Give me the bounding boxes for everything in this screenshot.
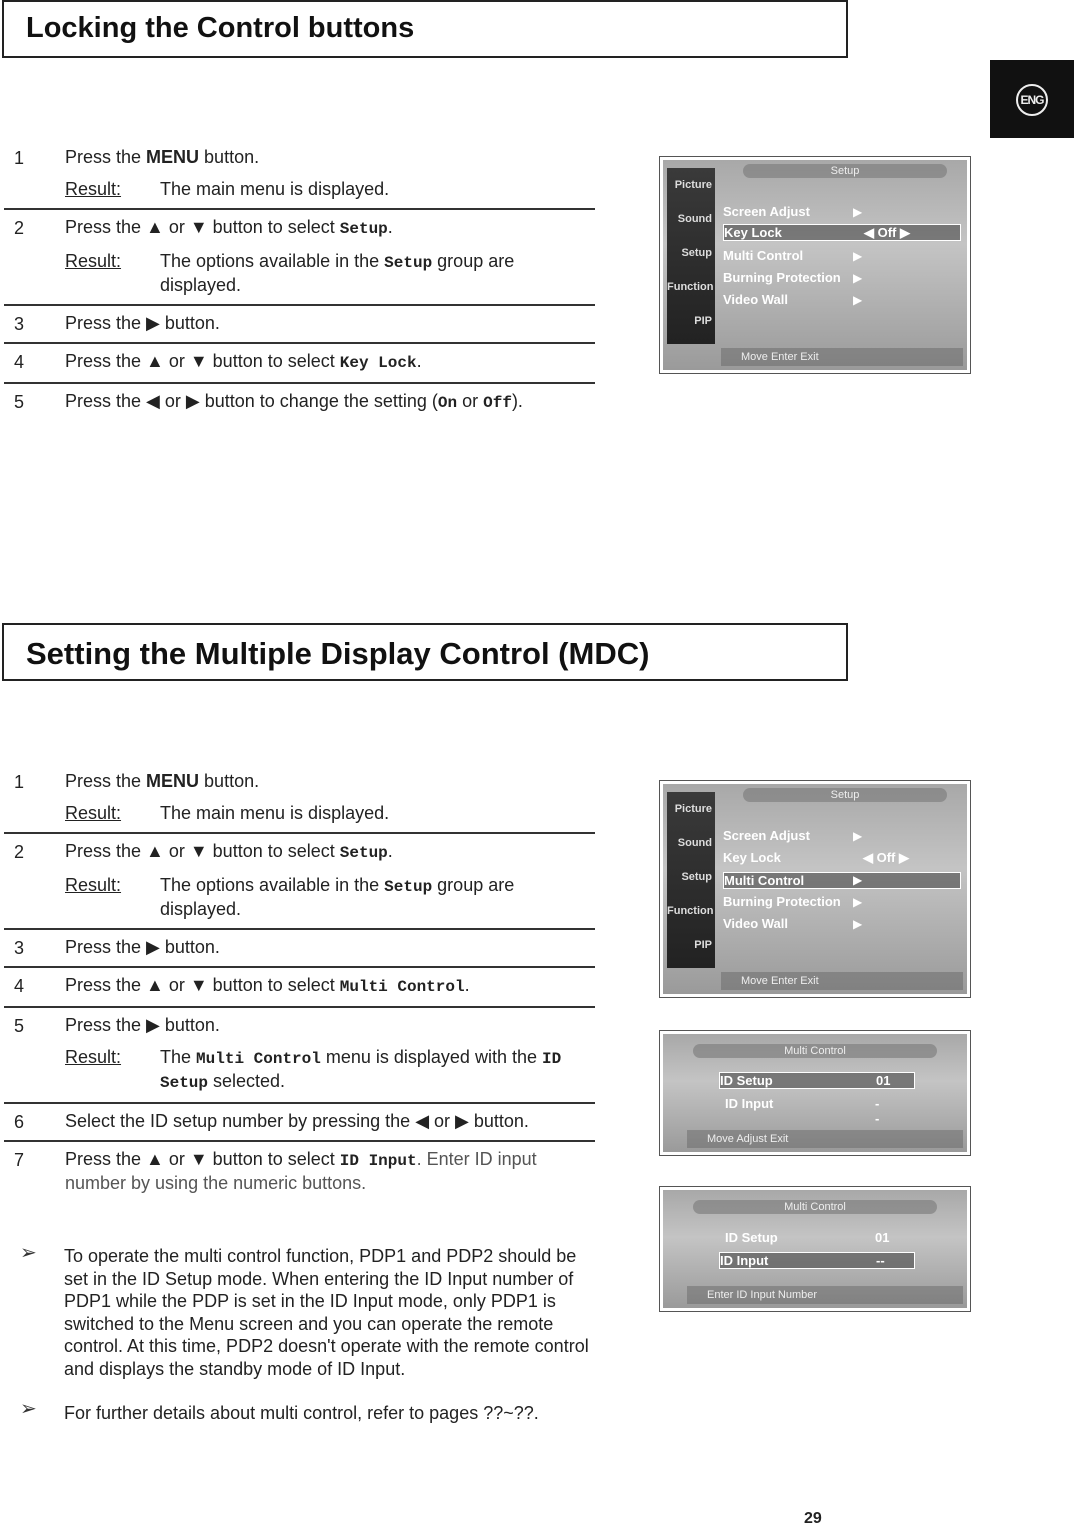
arrow-right-icon: ▶ xyxy=(853,205,863,219)
osd-bottom-bar: Move Adjust Exit xyxy=(687,1130,963,1148)
osd-item-id-input: ID Input -- xyxy=(725,1096,880,1126)
osd-item-screen-adjust: Screen Adjust xyxy=(723,828,810,843)
osd-item-id-input: ID Input -- xyxy=(719,1252,915,1269)
step-number: 1 xyxy=(14,772,25,792)
osd-sidebar-sound: Sound xyxy=(677,213,712,225)
osd-item-burning-protection: Burning Protection xyxy=(723,270,841,285)
osd-sidebar-pip: PIP xyxy=(694,939,712,951)
osd-sidebar-picture: Picture xyxy=(674,803,712,815)
section-title-locking: Locking the Control buttons xyxy=(26,12,415,44)
osd-item-id-setup: ID Setup 01 xyxy=(725,1230,890,1245)
step-text: Press the ▶ button. xyxy=(65,937,220,957)
osd-item-multi-control: Multi Control xyxy=(723,248,804,263)
osd-sidebar-setup: Setup xyxy=(681,871,712,883)
eng-badge: ENG xyxy=(1016,84,1048,116)
language-tab xyxy=(990,60,1074,138)
step-text: Press the MENU button. xyxy=(65,771,260,791)
step-4 xyxy=(4,968,595,1008)
step-text: Press the ▶ button. xyxy=(65,1015,220,1035)
osd-sidebar-setup: Setup xyxy=(681,247,712,259)
step-number: 1 xyxy=(14,148,25,168)
note-arrow-icon: ➢ xyxy=(20,1242,37,1264)
note-arrow-icon: ➢ xyxy=(20,1398,37,1420)
step-3 xyxy=(4,306,595,344)
osd-item-key-lock: Key Lock ◀ Off ▶ xyxy=(723,850,909,865)
step-text: Press the ▲ or ▼ button to select ID Input. Enter ID input number by using the numeric buttons. xyxy=(65,1149,537,1193)
arrow-right-icon: ▶ xyxy=(853,249,863,263)
osd-screen-setup-multicontrol xyxy=(659,780,971,998)
osd-bottom-bar: Move Enter Exit xyxy=(721,972,963,990)
step-text: Press the ▶ button. xyxy=(65,313,220,333)
step-number: 5 xyxy=(14,392,25,412)
osd-screen-setup-keylock xyxy=(659,156,971,374)
osd-bottom-bar: Enter ID Input Number xyxy=(687,1286,963,1304)
osd-menu-title: Multi Control xyxy=(693,1044,937,1058)
osd-sidebar-pip: PIP xyxy=(694,315,712,327)
step-3 xyxy=(4,930,595,968)
osd-item-id-setup: ID Setup 01 xyxy=(719,1072,915,1089)
arrow-right-icon: ▶ xyxy=(853,293,863,307)
osd-item-multi-control: Multi Control xyxy=(723,872,961,889)
step-result: Result: The main menu is displayed. xyxy=(65,803,390,823)
osd-menu-title: Multi Control xyxy=(693,1200,937,1214)
arrow-right-icon: ▶ xyxy=(853,271,863,285)
step-text: Press the ▲ or ▼ button to select Setup. xyxy=(65,841,393,862)
osd-sidebar xyxy=(667,168,715,344)
osd-sidebar-sound: Sound xyxy=(677,837,712,849)
osd-screen-multicontrol-idinput xyxy=(659,1186,971,1312)
osd-menu-title: Setup xyxy=(743,164,947,178)
step-number: 3 xyxy=(14,938,25,958)
arrow-right-icon: ▶ xyxy=(853,917,863,931)
step-result: Result: The Multi Control menu is displayed with the ID Setup selected. xyxy=(65,1047,562,1092)
step-6 xyxy=(4,1104,595,1142)
step-result: Result: The options available in the Setup group are displayed. xyxy=(65,875,515,919)
step-text: Press the MENU button. xyxy=(65,147,260,167)
step-text: Select the ID setup number by pressing the ◀ or ▶ button. xyxy=(65,1111,529,1131)
step-number: 4 xyxy=(14,352,25,372)
osd-sidebar-function: Function xyxy=(667,905,714,917)
arrow-right-icon: ▶ xyxy=(853,895,863,909)
step-5 xyxy=(4,384,595,422)
step-text: Press the ◀ or ▶ button to change the setting (On or Off). xyxy=(65,391,523,412)
step-number: 5 xyxy=(14,1016,25,1036)
osd-menu-title: Setup xyxy=(743,788,947,802)
steps-list-mdc xyxy=(4,764,595,1202)
osd-item-key-lock: Key Lock ◀ Off ▶ xyxy=(723,224,961,241)
step-number: 2 xyxy=(14,218,25,238)
step-number: 3 xyxy=(14,314,25,334)
arrow-right-icon: ▶ xyxy=(853,829,863,843)
step-1 xyxy=(4,140,595,210)
osd-bottom-bar: Move Enter Exit xyxy=(721,348,963,366)
step-2 xyxy=(4,210,595,306)
step-5 xyxy=(4,1008,595,1104)
section-title-box-locking xyxy=(2,0,848,58)
step-7 xyxy=(4,1142,595,1202)
step-text: Press the ▲ or ▼ button to select Multi Control. xyxy=(65,975,470,996)
section-title-mdc: Setting the Multiple Display Control (MDC) xyxy=(26,636,650,671)
step-text: Press the ▲ or ▼ button to select Setup. xyxy=(65,217,393,238)
step-number: 6 xyxy=(14,1112,25,1132)
osd-item-screen-adjust: Screen Adjust xyxy=(723,204,810,219)
step-number: 7 xyxy=(14,1150,25,1170)
note-multi-control: To operate the multi control function, PDP1 and PDP2 should be set in the ID Setup mode. When entering the ID Input number of PDP1 while the PDP is set in the ID Input mode, only PDP1 is switched to the Menu screen and you can operate the remote control. At this time, PDP2 doesn't operate with the remote control and displays the standby mode of ID Input. xyxy=(64,1246,589,1379)
step-1 xyxy=(4,764,595,834)
step-number: 4 xyxy=(14,976,25,996)
osd-item-video-wall: Video Wall xyxy=(723,292,789,307)
step-text: Press the ▲ or ▼ button to select Key Lock. xyxy=(65,351,422,372)
osd-sidebar-function: Function xyxy=(667,281,714,293)
osd-item-video-wall: Video Wall xyxy=(723,916,789,931)
osd-sidebar xyxy=(667,792,715,968)
section-title-box-mdc xyxy=(2,623,848,681)
arrow-right-icon: ▶ xyxy=(853,873,863,887)
steps-list-locking xyxy=(4,140,595,422)
step-result: Result: The main menu is displayed. xyxy=(65,179,390,199)
osd-screen-multicontrol-idsetup xyxy=(659,1030,971,1156)
step-4 xyxy=(4,344,595,384)
note-further-details: For further details about multi control, refer to pages ??~??. xyxy=(64,1403,539,1423)
step-number: 2 xyxy=(14,842,25,862)
page-number: 29 xyxy=(804,1510,822,1527)
osd-item-burning-protection: Burning Protection xyxy=(723,894,841,909)
osd-sidebar-picture: Picture xyxy=(674,179,712,191)
step-2 xyxy=(4,834,595,930)
step-result: Result: The options available in the Setup group are displayed. xyxy=(65,251,515,295)
